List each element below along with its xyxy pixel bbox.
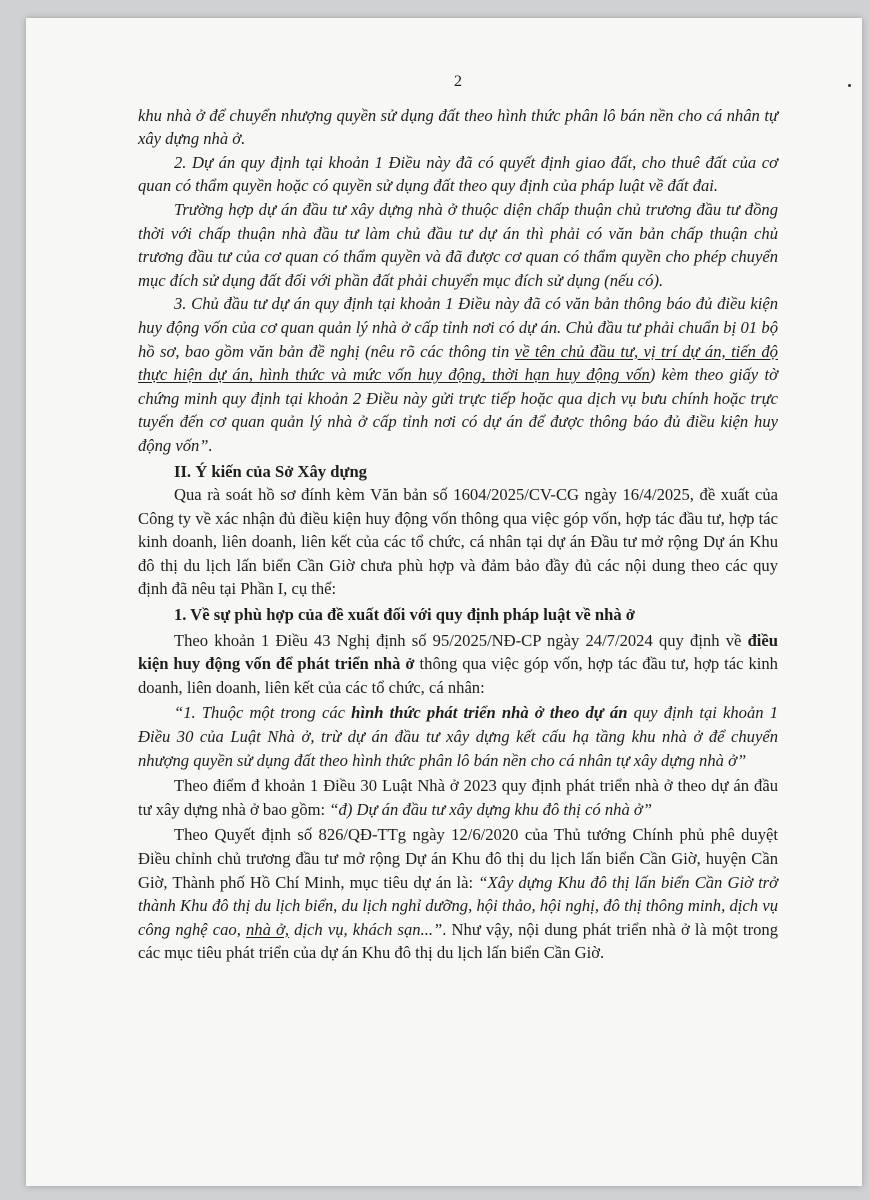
decision-quote: “Xây dựng Khu đô thị lấn biển Cần Giờ trở thành Khu đô thị du lịch biển, du lịch nghỉ dưỡng, hội thảo, hội nghị, đô thị thông minh, dịch vụ công nghệ cao, (138, 872, 778, 939)
subheading-1: 1. Về sự phù hợp của đề xuất đối với quy định pháp luật về nhà ở (174, 605, 635, 625)
clause-3-underlined: về tên chủ đầu tư, vị trí dự án, tiến độ thực hiện dự án, hình thức và mức vốn huy động, thời hạn huy động vốn (138, 341, 778, 385)
scan-speck (848, 84, 851, 87)
paragraph-continuation: khu nhà ở để chuyển nhượng quyền sử dụng đất theo hình thức phân lô bán nền cho cá nhân tự xây dựng nhà ở. (138, 105, 778, 149)
housing-law-quote: “đ) Dự án đầu tư xây dựng khu đô thị có nhà ở” (329, 799, 652, 819)
review-paragraph: Qua rà soát hồ sơ đính kèm Văn bản số 1604/2025/CV-CG ngày 16/4/2025, đề xuất của Công ty về xác nhận đủ điều kiện huy động vốn thông qua việc góp vốn, hợp tác đầu tư, hợp tác kinh doanh, liên doanh, liên kết của các tổ chức, cá nhân tại dự án Đầu tư mở rộng Dự án Khu đô thị du lịch lấn biển Cần Giờ chưa phù hợp và đảm bảo đầy đủ các nội dung theo các quy định đã nêu tại Phần I, cụ thể: (138, 485, 778, 599)
document-page (26, 18, 862, 1186)
decree-paragraph (138, 629, 778, 700)
clause-3-text-b: ) kèm theo giấy tờ chứng minh quy định tại khoản 2 Điều này gửi trực tiếp hoặc qua dịch vụ bưu chính hoặc trực tuyến đến cơ quan quản lý nhà ở cấp tỉnh nơi có dự án để được thông báo đủ điều kiện huy động vốn”. (138, 365, 778, 455)
decree-bold: điều kiện huy động vốn để phát triển nhà ở (138, 630, 778, 674)
decision-text-b: . Như vậy, nội dung phát triển nhà ở là một trong các mục tiêu phát triển của dự án Khu đô thị du lịch lấn biển Cần Giờ. (138, 919, 778, 963)
quote-bold: hình thức phát triển nhà ở theo dự án (351, 703, 628, 723)
quote-text-b: quy định tại khoản 1 Điều 30 của Luật Nhà ở, trừ dự án đầu tư xây dựng kết cấu hạ tầng khu nhà ở để chuyển nhượng quyền sử dụng đất theo hình thức phân lô bán nền cho cá nhân tự xây dựng nhà ở” (138, 703, 779, 770)
decree-text-b: thông qua việc góp vốn, hợp tác đầu tư, hợp tác kinh doanh, liên doanh, liên kết của các tổ chức, cá nhân: (138, 654, 778, 697)
page-number: 2 (454, 73, 462, 90)
housing-law-paragraph (138, 774, 778, 821)
document-body (138, 70, 778, 965)
decision-quote-end: dịch vụ, khách sạn...” (289, 919, 443, 939)
clause-3 (138, 292, 778, 457)
clause-2: 2. Dự án quy định tại khoản 1 Điều này đã có quyết định giao đất, cho thuê đất của cơ quan có thẩm quyền hoặc có quyền sử dụng đất theo quy định của pháp luật về đất đai. (138, 152, 778, 196)
housing-law-text: Theo điểm đ khoản 1 Điều 30 Luật Nhà ở 2023 quy định phát triển nhà ở theo dự án đầu tư xây dựng nhà ở bao gồm: (138, 776, 778, 819)
decree-quote (138, 701, 778, 772)
quote-text-a: “1. Thuộc một trong các (174, 703, 352, 723)
clause-3-text-a: 3. Chủ đầu tư dự án quy định tại khoản 1 Điều này đã có văn bản thông báo đủ điều kiện huy động vốn của cơ quan quản lý nhà ở cấp tỉnh nơi có dự án. Chủ đầu tư phải chuẩn bị 01 bộ hồ sơ, bao gồm văn bản đề nghị (nêu rõ các thông tin (138, 294, 778, 361)
decision-underlined: nhà ở, (246, 919, 290, 939)
section-heading-ii: II. Ý kiến của Sở Xây dựng (174, 461, 367, 481)
decree-text-a: Theo khoản 1 Điều 43 Nghị định số 95/2025/NĐ-CP ngày 24/7/2024 quy định về (174, 630, 748, 650)
decision-paragraph (138, 823, 778, 965)
clause-2-case: Trường hợp dự án đầu tư xây dựng nhà ở thuộc diện chấp thuận chủ trương đầu tư đồng thời với chấp thuận nhà đầu tư làm chủ đầu tư dự án thì phải có văn bản chấp thuận chủ trương đầu tư của cơ quan có thẩm quyền và đã được cơ quan có thẩm quyền cho phép chuyển mục đích sử dụng đất đối với phần đất phải chuyển mục đích sử dụng (nếu có). (138, 199, 778, 290)
decision-text-a: Theo Quyết định số 826/QĐ-TTg ngày 12/6/2020 của Thủ tướng Chính phủ phê duyệt Điều chỉnh chủ trương đầu tư mở rộng Dự án Khu đô thị du lịch lấn biển Cần Giờ, huyện Cần Giờ, Thành phố Hồ Chí Minh, mục tiêu dự án là: (138, 825, 778, 892)
